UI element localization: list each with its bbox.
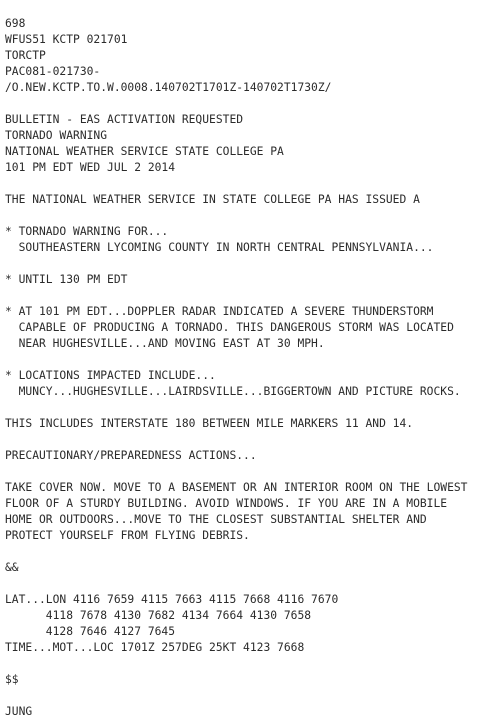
text-line: TORNADO WARNING	[5, 129, 108, 142]
text-line: * TORNADO WARNING FOR...	[5, 225, 169, 238]
text-line: PRECAUTIONARY/PREPAREDNESS ACTIONS...	[5, 449, 257, 462]
blank-line	[5, 688, 468, 704]
text-line: TAKE COVER NOW. MOVE TO A BASEMENT OR AN INTERIOR ROOM ON THE LOWEST	[5, 481, 468, 494]
text-line: NATIONAL WEATHER SERVICE STATE COLLEGE PA	[5, 145, 284, 158]
text-line: THIS INCLUDES INTERSTATE 180 BETWEEN MILE MARKERS 11 AND 14.	[5, 417, 414, 430]
blank-line	[5, 432, 468, 448]
text-line: TORCTP	[5, 49, 46, 62]
warning-text-document	[5, 16, 468, 720]
blank-line	[5, 576, 468, 592]
text-line: * LOCATIONS IMPACTED INCLUDE...	[5, 369, 216, 382]
text-line: 4128 7646 4127 7645	[5, 625, 176, 638]
blank-line	[5, 400, 468, 416]
text-line: 698	[5, 17, 26, 30]
text-line: BULLETIN - EAS ACTIVATION REQUESTED	[5, 113, 244, 126]
text-line: PROTECT YOURSELF FROM FLYING DEBRIS.	[5, 529, 250, 542]
text-line: HOME OR OUTDOORS...MOVE TO THE CLOSEST SUBSTANTIAL SHELTER AND	[5, 513, 427, 526]
text-line: NEAR HUGHESVILLE...AND MOVING EAST AT 30 MPH.	[5, 337, 325, 350]
text-line: &&	[5, 561, 19, 574]
blank-line	[5, 176, 468, 192]
text-line: FLOOR OF A STURDY BUILDING. AVOID WINDOWS. IF YOU ARE IN A MOBILE	[5, 497, 448, 510]
text-line: 4118 7678 4130 7682 4134 7664 4130 7658	[5, 609, 312, 622]
text-line: MUNCY...HUGHESVILLE...LAIRDSVILLE...BIGGERTOWN AND PICTURE ROCKS.	[5, 385, 461, 398]
blank-line	[5, 352, 468, 368]
text-line: PAC081-021730-	[5, 65, 101, 78]
text-line: * AT 101 PM EDT...DOPPLER RADAR INDICATED A SEVERE THUNDERSTORM	[5, 305, 434, 318]
blank-line	[5, 208, 468, 224]
text-line: /O.NEW.KCTP.TO.W.0008.140702T1701Z-140702T1730Z/	[5, 81, 332, 94]
text-line: $$	[5, 673, 19, 686]
blank-line	[5, 544, 468, 560]
text-line: JUNG	[5, 705, 33, 718]
text-line: SOUTHEASTERN LYCOMING COUNTY IN NORTH CENTRAL PENNSYLVANIA...	[5, 241, 434, 254]
text-line: LAT...LON 4116 7659 4115 7663 4115 7668 4116 7670	[5, 593, 339, 606]
text-line: TIME...MOT...LOC 1701Z 257DEG 25KT 4123 7668	[5, 641, 305, 654]
blank-line	[5, 288, 468, 304]
blank-line	[5, 96, 468, 112]
blank-line	[5, 656, 468, 672]
blank-line	[5, 464, 468, 480]
blank-line	[5, 256, 468, 272]
text-line: 101 PM EDT WED JUL 2 2014	[5, 161, 176, 174]
text-line: CAPABLE OF PRODUCING A TORNADO. THIS DANGEROUS STORM WAS LOCATED	[5, 321, 454, 334]
text-line: THE NATIONAL WEATHER SERVICE IN STATE COLLEGE PA HAS ISSUED A	[5, 193, 420, 206]
text-line: WFUS51 KCTP 021701	[5, 33, 128, 46]
text-line: * UNTIL 130 PM EDT	[5, 273, 128, 286]
